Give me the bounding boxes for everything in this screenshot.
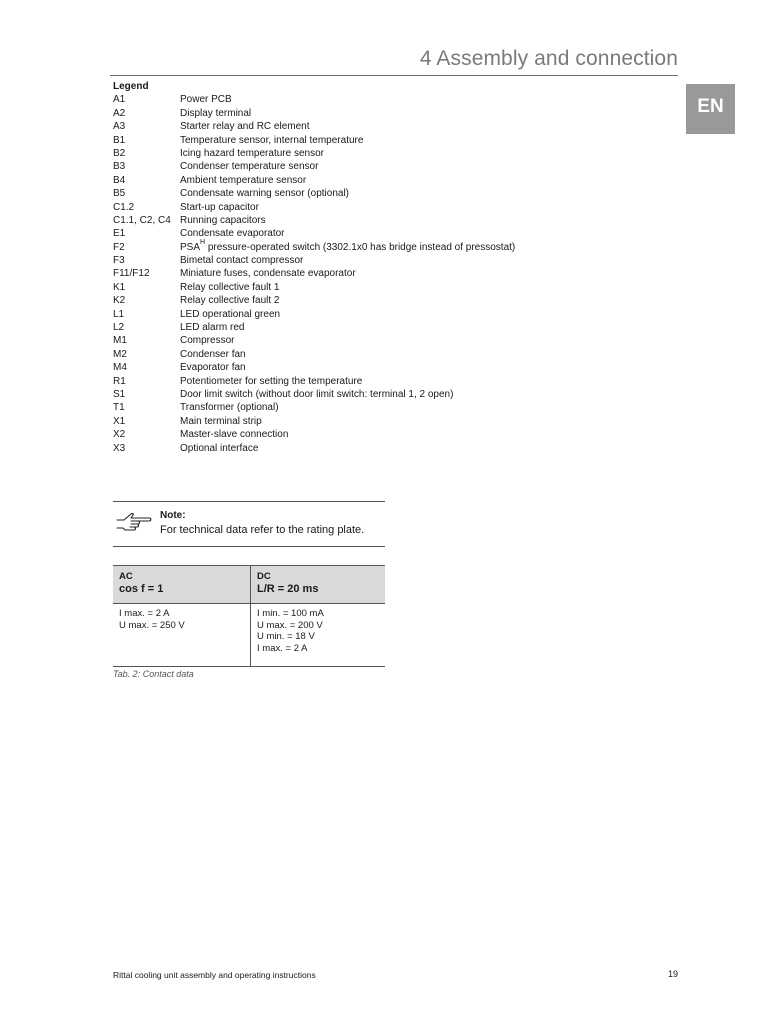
legend-code: K1 xyxy=(113,281,126,293)
legend-description: Miniature fuses, condensate evaporator xyxy=(180,268,356,280)
table-cell-line: U max. = 200 V xyxy=(257,619,323,631)
legend-code: C1.1, C2, C4 xyxy=(113,214,171,226)
legend-description: Ambient temperature sensor xyxy=(180,174,307,186)
legend-description: Main terminal strip xyxy=(180,415,262,427)
legend-code: B3 xyxy=(113,161,126,173)
legend-item xyxy=(113,241,515,254)
table-header-line: DC xyxy=(257,571,271,582)
legend-code: R1 xyxy=(113,375,126,387)
legend-item xyxy=(113,134,515,147)
legend-description: Running capacitors xyxy=(180,214,266,226)
legend-code: B5 xyxy=(113,188,126,200)
legend-item xyxy=(113,254,515,267)
note-box xyxy=(113,501,385,547)
page-section-title: 4 Assembly and connection xyxy=(419,47,678,70)
legend-item xyxy=(113,334,515,347)
legend-item xyxy=(113,201,515,214)
legend-description: Starter relay and RC element xyxy=(180,121,310,133)
legend-item xyxy=(113,375,515,388)
legend-description: Temperature sensor, internal temperature xyxy=(180,134,364,146)
pointing-hand-icon xyxy=(116,513,152,533)
table-cell-line: U max. = 250 V xyxy=(119,619,185,631)
legend-item xyxy=(113,120,515,133)
legend-description-superscript: H xyxy=(200,239,206,247)
legend-code: L2 xyxy=(113,322,125,334)
legend-code: A1 xyxy=(113,94,126,106)
legend-item xyxy=(113,214,515,227)
note-text: For technical data refer to the rating plate. xyxy=(160,524,365,536)
legend-description: LED alarm red xyxy=(180,322,245,334)
legend-description: Icing hazard temperature sensor xyxy=(180,147,324,159)
table-cell-line: I max. = 2 A xyxy=(257,642,308,654)
legend-code: M1 xyxy=(113,335,127,347)
legend-description: Optional interface xyxy=(180,442,259,454)
legend-code: E1 xyxy=(113,228,126,240)
table-header-line: AC xyxy=(119,571,133,582)
contact-data-table xyxy=(113,565,385,667)
table-header-dc xyxy=(251,566,386,604)
legend-heading: Legend xyxy=(113,81,149,92)
legend-description: Bimetal contact compressor xyxy=(180,255,304,267)
legend-description: Condenser fan xyxy=(180,348,246,360)
legend-description: Relay collective fault 1 xyxy=(180,281,280,293)
table-cell-dc xyxy=(251,604,386,667)
legend-description: Door limit switch (without door limit switch: terminal 1, 2 open) xyxy=(180,388,454,400)
legend-code: C1.2 xyxy=(113,201,135,213)
legend-description: Power PCB xyxy=(180,94,232,106)
legend-item xyxy=(113,227,515,240)
legend-description: Display terminal xyxy=(180,107,252,119)
footer-text: Rittal cooling unit assembly and operating instructions xyxy=(113,970,316,980)
legend-description: Condensate warning sensor (optional) xyxy=(180,188,349,200)
legend-code: X2 xyxy=(113,429,126,441)
table-cell-line: I max. = 2 A xyxy=(119,608,170,619)
table-cell-ac xyxy=(113,604,251,667)
legend-description: Potentiometer for setting the temperature xyxy=(180,375,363,387)
legend-item xyxy=(113,442,515,455)
legend-code: T1 xyxy=(113,402,125,414)
legend-item xyxy=(113,281,515,294)
legend-code: F2 xyxy=(113,241,125,253)
legend-description: Evaporator fan xyxy=(180,362,246,374)
legend-item xyxy=(113,401,515,414)
legend-description xyxy=(180,241,515,254)
header-divider xyxy=(110,75,678,76)
legend-item xyxy=(113,308,515,321)
legend-description-part: PSA xyxy=(180,241,201,253)
note-label: Note: xyxy=(160,510,186,521)
legend-description: Relay collective fault 2 xyxy=(180,295,280,307)
legend-code: X1 xyxy=(113,415,126,427)
legend-item xyxy=(113,321,515,334)
legend-code: K2 xyxy=(113,295,126,307)
legend-description: Start-up capacitor xyxy=(180,201,259,213)
legend-code: F11/F12 xyxy=(113,268,150,280)
legend-item xyxy=(113,187,515,200)
legend-code: X3 xyxy=(113,442,126,454)
legend-item xyxy=(113,160,515,173)
legend xyxy=(113,80,515,455)
table-header-line: cos f = 1 xyxy=(119,583,164,595)
legend-description-part: pressure-operated switch (3302.1x0 has bridge instead of pressostat) xyxy=(205,241,516,253)
legend-item xyxy=(113,174,515,187)
legend-code: S1 xyxy=(113,388,126,400)
table-cell-line: I min. = 100 mA xyxy=(257,608,324,619)
legend-item xyxy=(113,361,515,374)
table-caption: Tab. 2: Contact data xyxy=(113,669,194,679)
legend-item xyxy=(113,388,515,401)
table-row xyxy=(113,604,385,667)
legend-description: Condensate evaporator xyxy=(180,228,285,240)
table-cell-line: U min. = 18 V xyxy=(257,631,315,642)
legend-code: B4 xyxy=(113,174,126,186)
legend-item xyxy=(113,107,515,120)
legend-item xyxy=(113,267,515,280)
legend-code: L1 xyxy=(113,308,125,320)
legend-item xyxy=(113,93,515,106)
legend-item xyxy=(113,415,515,428)
legend-item xyxy=(113,294,515,307)
table-header-row xyxy=(113,566,385,604)
legend-code: A3 xyxy=(113,121,126,133)
legend-code: A2 xyxy=(113,107,126,119)
legend-description: LED operational green xyxy=(180,308,281,320)
legend-item xyxy=(113,147,515,160)
legend-description: Compressor xyxy=(180,335,235,347)
legend-code: M2 xyxy=(113,348,127,360)
table-header-line: L/R = 20 ms xyxy=(257,583,319,595)
legend-code: B2 xyxy=(113,147,126,159)
legend-code: F3 xyxy=(113,255,125,267)
page-number: 19 xyxy=(667,969,678,979)
table-header-ac xyxy=(113,566,251,604)
legend-code: B1 xyxy=(113,134,126,146)
legend-description: Transformer (optional) xyxy=(180,402,279,414)
legend-item xyxy=(113,428,515,441)
legend-item xyxy=(113,348,515,361)
legend-description: Master-slave connection xyxy=(180,429,289,441)
legend-list xyxy=(113,93,515,455)
legend-code: M4 xyxy=(113,362,127,374)
language-tab: EN xyxy=(686,84,735,134)
legend-description: Condenser temperature sensor xyxy=(180,161,319,173)
